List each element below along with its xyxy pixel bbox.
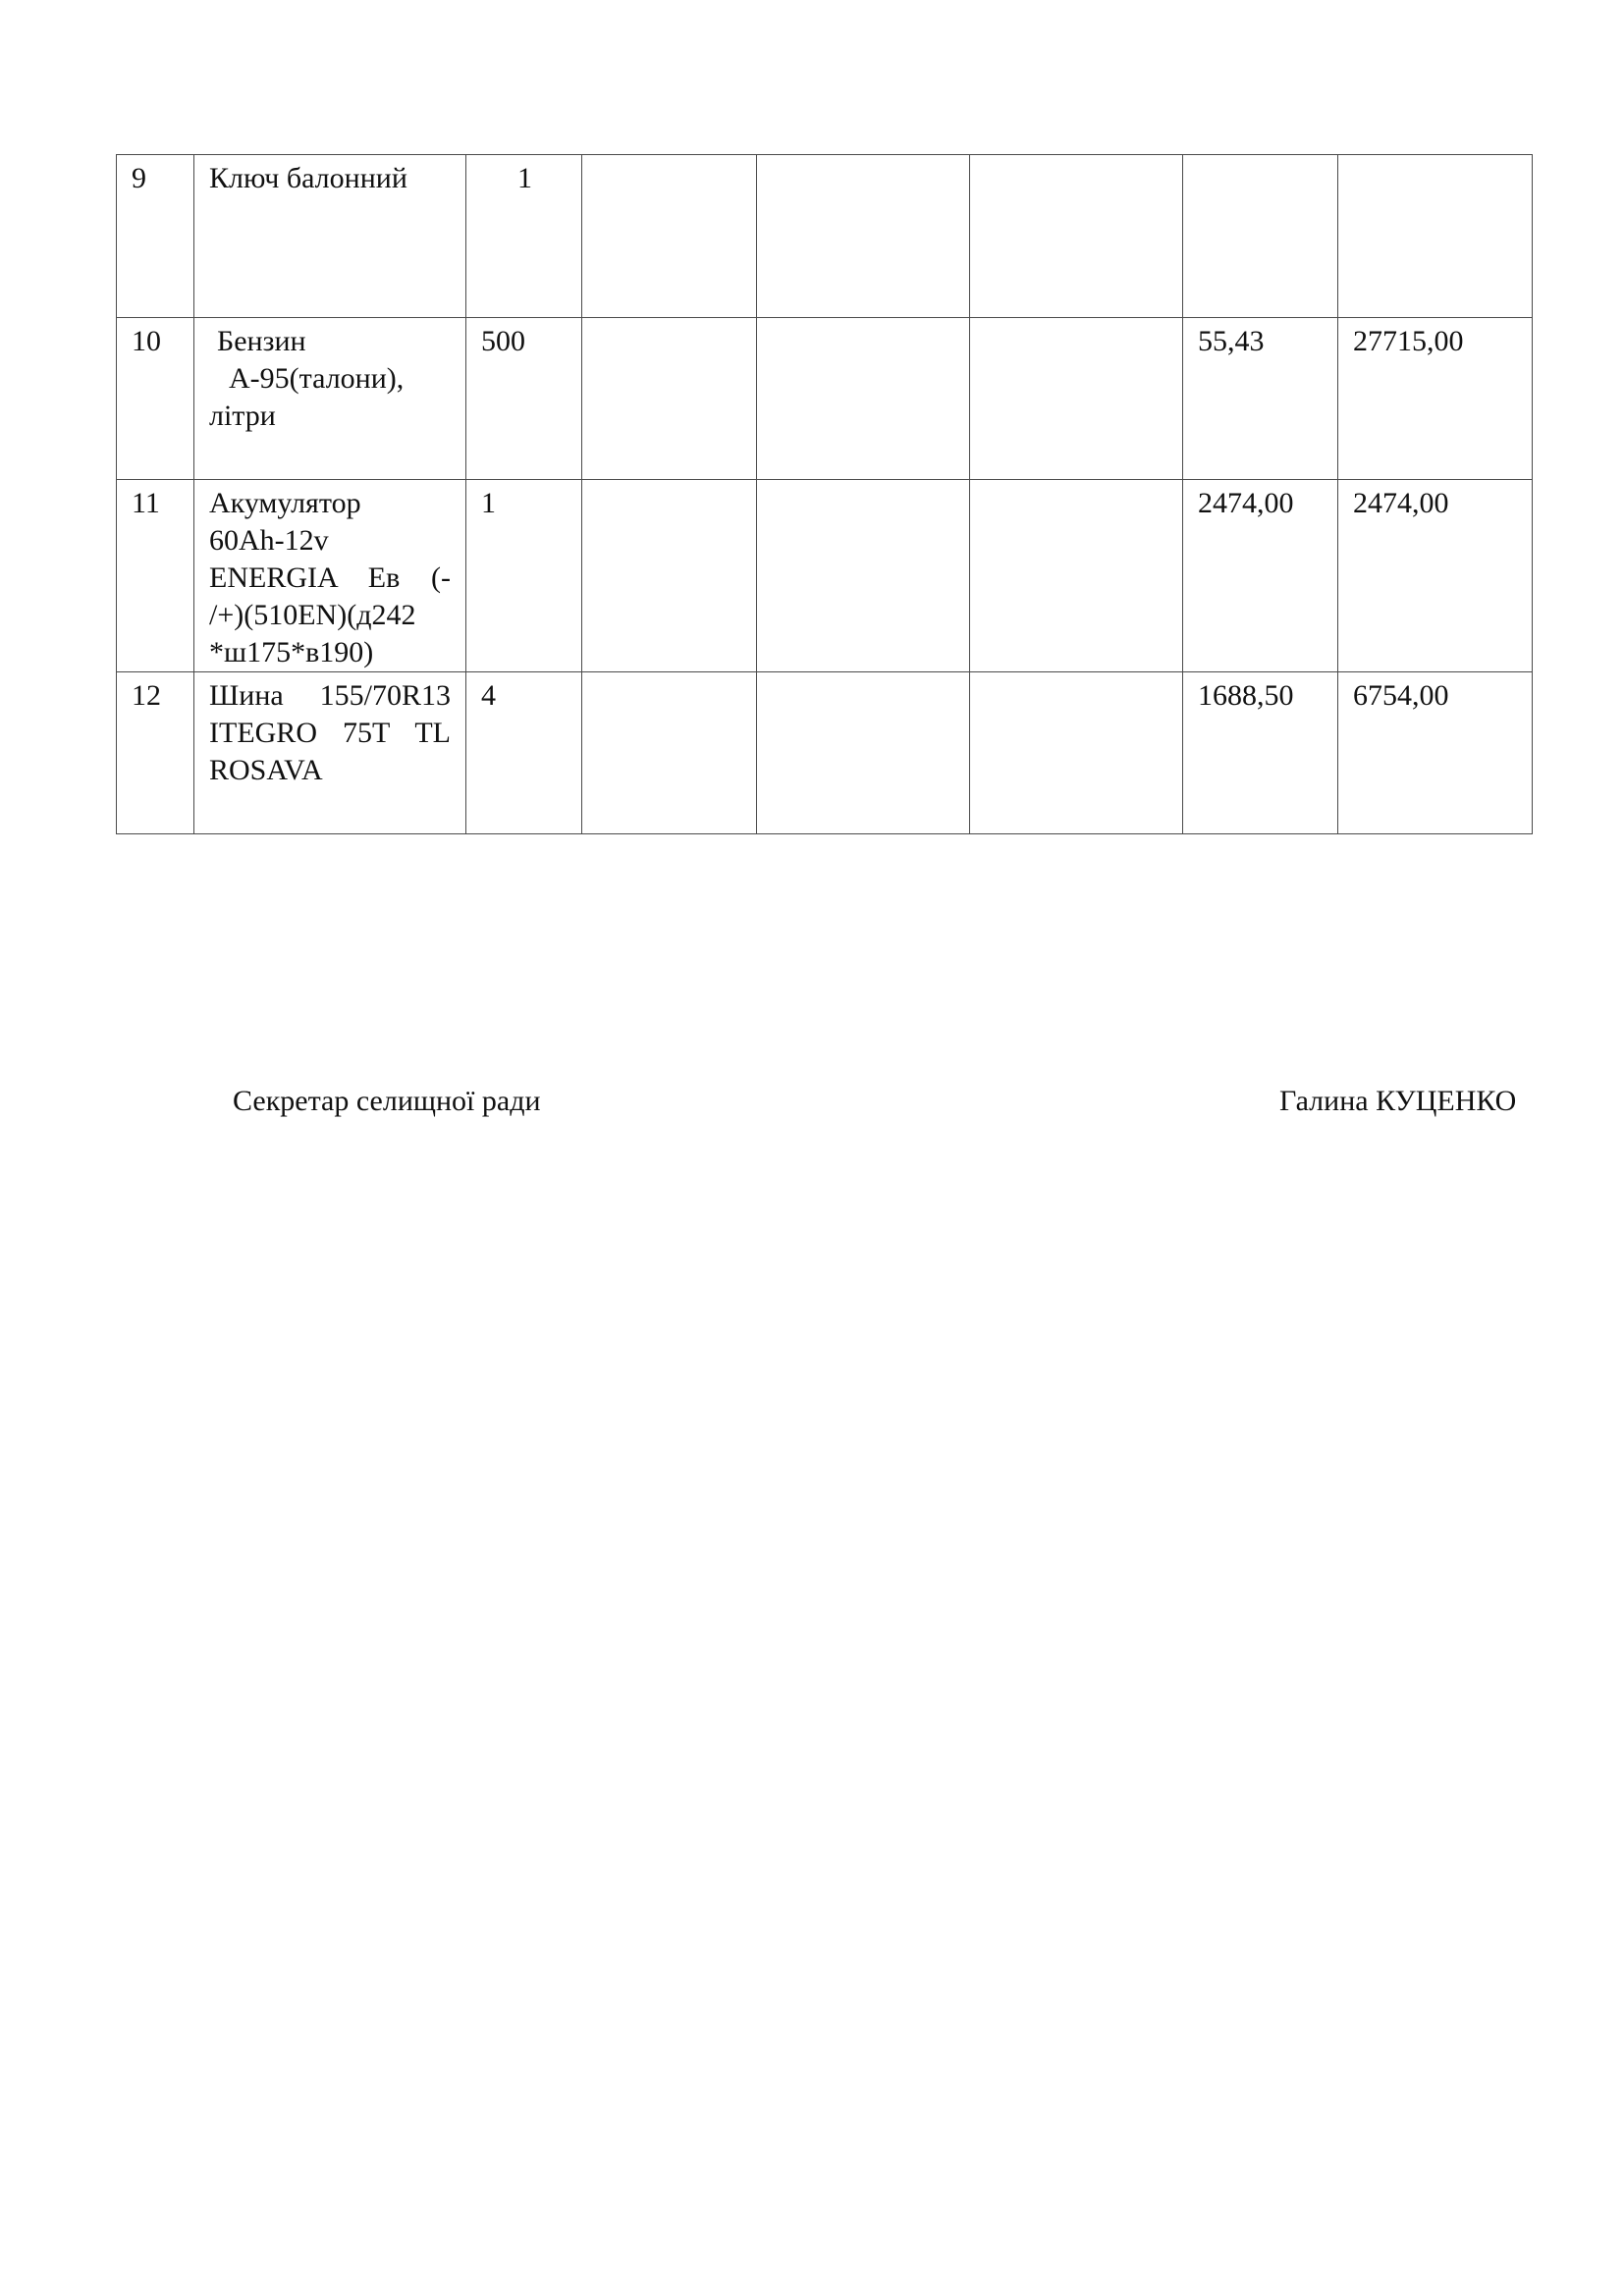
row-number-cell	[117, 672, 194, 834]
sum: 6754,00	[1353, 679, 1449, 712]
sum: 2474,00	[1353, 487, 1449, 519]
item-name-line: 60Ah-12v	[209, 524, 329, 557]
row-number-cell	[117, 318, 194, 480]
sum-cell	[1338, 480, 1533, 672]
price: 2474,00	[1198, 487, 1294, 519]
goods-table	[116, 154, 1533, 834]
price-cell	[1183, 672, 1338, 834]
quantity: 500	[481, 325, 525, 357]
empty-cell	[970, 318, 1183, 480]
item-name-line: ENERGIA Ев (-	[209, 561, 451, 594]
empty-cell	[757, 672, 970, 834]
item-name-line: *ш175*в190)	[209, 636, 374, 668]
row-number-cell	[117, 480, 194, 672]
quantity-cell	[466, 672, 582, 834]
item-name-line: Акумулятор	[209, 487, 361, 519]
quantity: 4	[481, 679, 496, 712]
item-name-cell	[194, 480, 466, 672]
item-name-line: ROSAVA	[209, 754, 323, 786]
item-name-line: ITEGRO 75T TL	[209, 717, 451, 749]
item-name-line: Ключ балонний	[209, 162, 407, 194]
item-name-line: Бензин	[217, 325, 306, 357]
price: 55,43	[1198, 325, 1265, 357]
row-number: 12	[132, 679, 161, 712]
item-name-line: А-95(талони),	[229, 362, 405, 395]
signatory-position: Секретар селищної ради	[233, 1085, 541, 1117]
sum-cell	[1338, 672, 1533, 834]
price: 1688,50	[1198, 679, 1294, 712]
sum: 27715,00	[1353, 325, 1464, 357]
empty-cell	[970, 672, 1183, 834]
item-name-line: /+)(510EN)(д242	[209, 599, 416, 631]
empty-cell	[582, 318, 757, 480]
empty-cell	[970, 480, 1183, 672]
table-row	[117, 672, 1533, 834]
row-number: 9	[132, 162, 146, 194]
empty-cell	[582, 155, 757, 318]
item-name-cell	[194, 672, 466, 834]
row-number: 10	[132, 325, 161, 357]
quantity: 1	[517, 162, 532, 194]
row-number-cell	[117, 155, 194, 318]
quantity: 1	[481, 487, 496, 519]
empty-cell	[582, 672, 757, 834]
price-cell	[1183, 480, 1338, 672]
empty-cell	[757, 480, 970, 672]
item-name-cell	[194, 318, 466, 480]
empty-cell	[757, 318, 970, 480]
table-row	[117, 155, 1533, 318]
table-row	[117, 318, 1533, 480]
item-name-line: літри	[209, 400, 276, 432]
price-cell	[1183, 155, 1338, 318]
empty-cell	[970, 155, 1183, 318]
quantity-cell	[466, 480, 582, 672]
sum-cell	[1338, 318, 1533, 480]
empty-cell	[582, 480, 757, 672]
row-number: 11	[132, 487, 160, 519]
empty-cell	[757, 155, 970, 318]
quantity-cell	[466, 318, 582, 480]
table-row	[117, 480, 1533, 672]
quantity-cell	[466, 155, 582, 318]
item-name-cell	[194, 155, 466, 318]
sum-cell	[1338, 155, 1533, 318]
item-name-line: Шина 155/70R13	[209, 679, 451, 712]
signatory-name: Галина КУЦЕНКО	[1279, 1085, 1517, 1117]
price-cell	[1183, 318, 1338, 480]
